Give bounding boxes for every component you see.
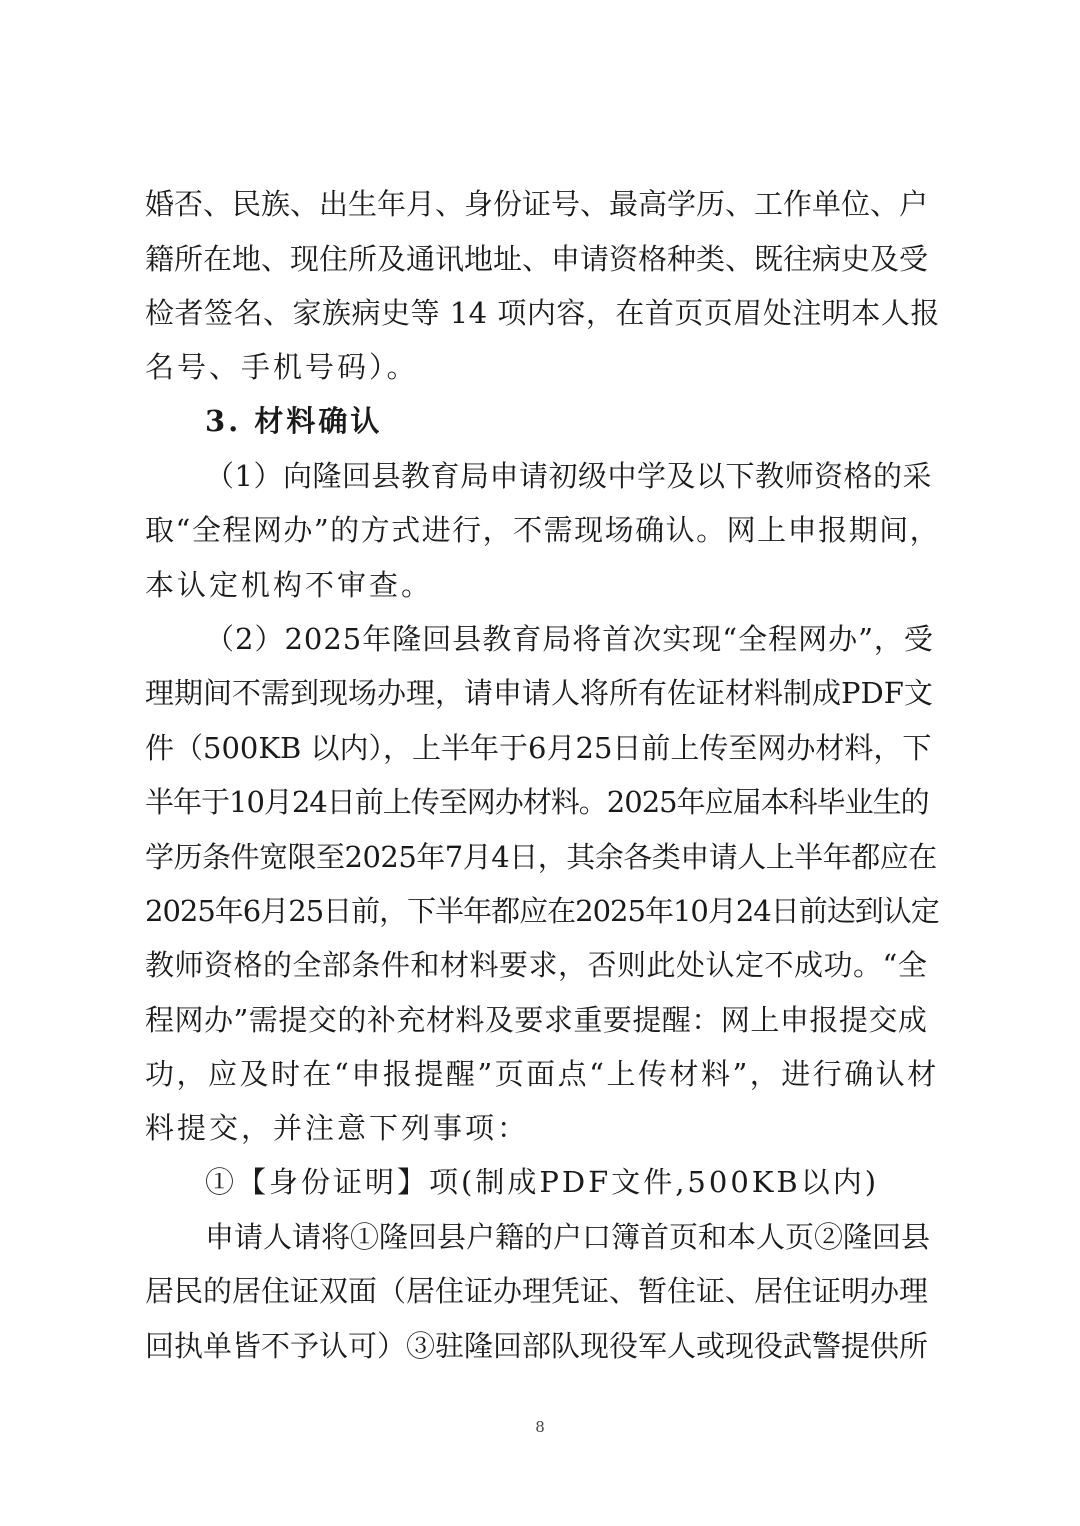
body-text-line: ①【身份证明】项(制成PDF文件,500KB以内): [205, 1165, 880, 1199]
body-text-line: 申请人请将①隆回县户籍的户口簿首页和本人页②隆回县: [205, 1220, 931, 1254]
body-text-line: 半年于10月24日前上传至网办材料。2025年应届本科毕业生的: [145, 785, 929, 819]
body-text-line: 料提交，并注意下列事项：: [145, 1111, 530, 1145]
body-text-line: 程网办”需提交的补充材料及要求重要提醒：网上申报提交成: [145, 1003, 928, 1037]
body-text-line: 回执单皆不予认可）③驻隆回部队现役军人或现役武警提供所: [145, 1329, 929, 1363]
body-text-line: 功，应及时在“申报提醒”页面点“上传材料”，进行确认材: [145, 1057, 939, 1091]
body-text-line: 理期间不需到现场办理，请申请人将所有佐证材料制成PDF文: [145, 676, 933, 710]
body-text-line: 本认定机构不审查。: [145, 568, 434, 602]
page-number: 8: [535, 1418, 545, 1436]
body-text-line: 2025年6月25日前，下半年都应在2025年10月24日前达到认定: [145, 894, 939, 928]
body-text-line: 学历条件宽限至2025年7月4日，其余各类申请人上半年都应在: [145, 840, 937, 874]
body-text-line: （2）2025年隆回县教育局将首次实现“全程网办”，受: [205, 622, 934, 656]
section-heading: 3. 材料确认: [205, 404, 383, 438]
body-text-line: 婚否、民族、出生年月、身份证号、最高学历、工作单位、户: [145, 187, 929, 221]
body-text-line: 件（500KB 以内），上半年于6月25日前上传至网办材料，下: [145, 731, 932, 765]
body-text-line: 教师资格的全部条件和材料要求，否则此处认定不成功。“全: [145, 948, 928, 982]
body-text-line: 名号、手机号码）。: [145, 350, 419, 384]
body-text-line: 籍所在地、现住所及通讯地址、申请资格种类、既往病史及受: [145, 242, 929, 276]
body-text-line: 取“全程网办”的方式进行，不需现场确认。网上申报期间，: [145, 513, 941, 547]
body-text-line: 居民的居住证双面（居住证办理凭证、暂住证、居住证明办理: [145, 1274, 929, 1308]
body-text-line: （1）向隆回县教育局申请初级中学及以下教师资格的采: [205, 459, 932, 493]
body-text-line: 检者签名、家族病史等 14 项内容，在首页页眉处注明本人报: [145, 296, 940, 330]
